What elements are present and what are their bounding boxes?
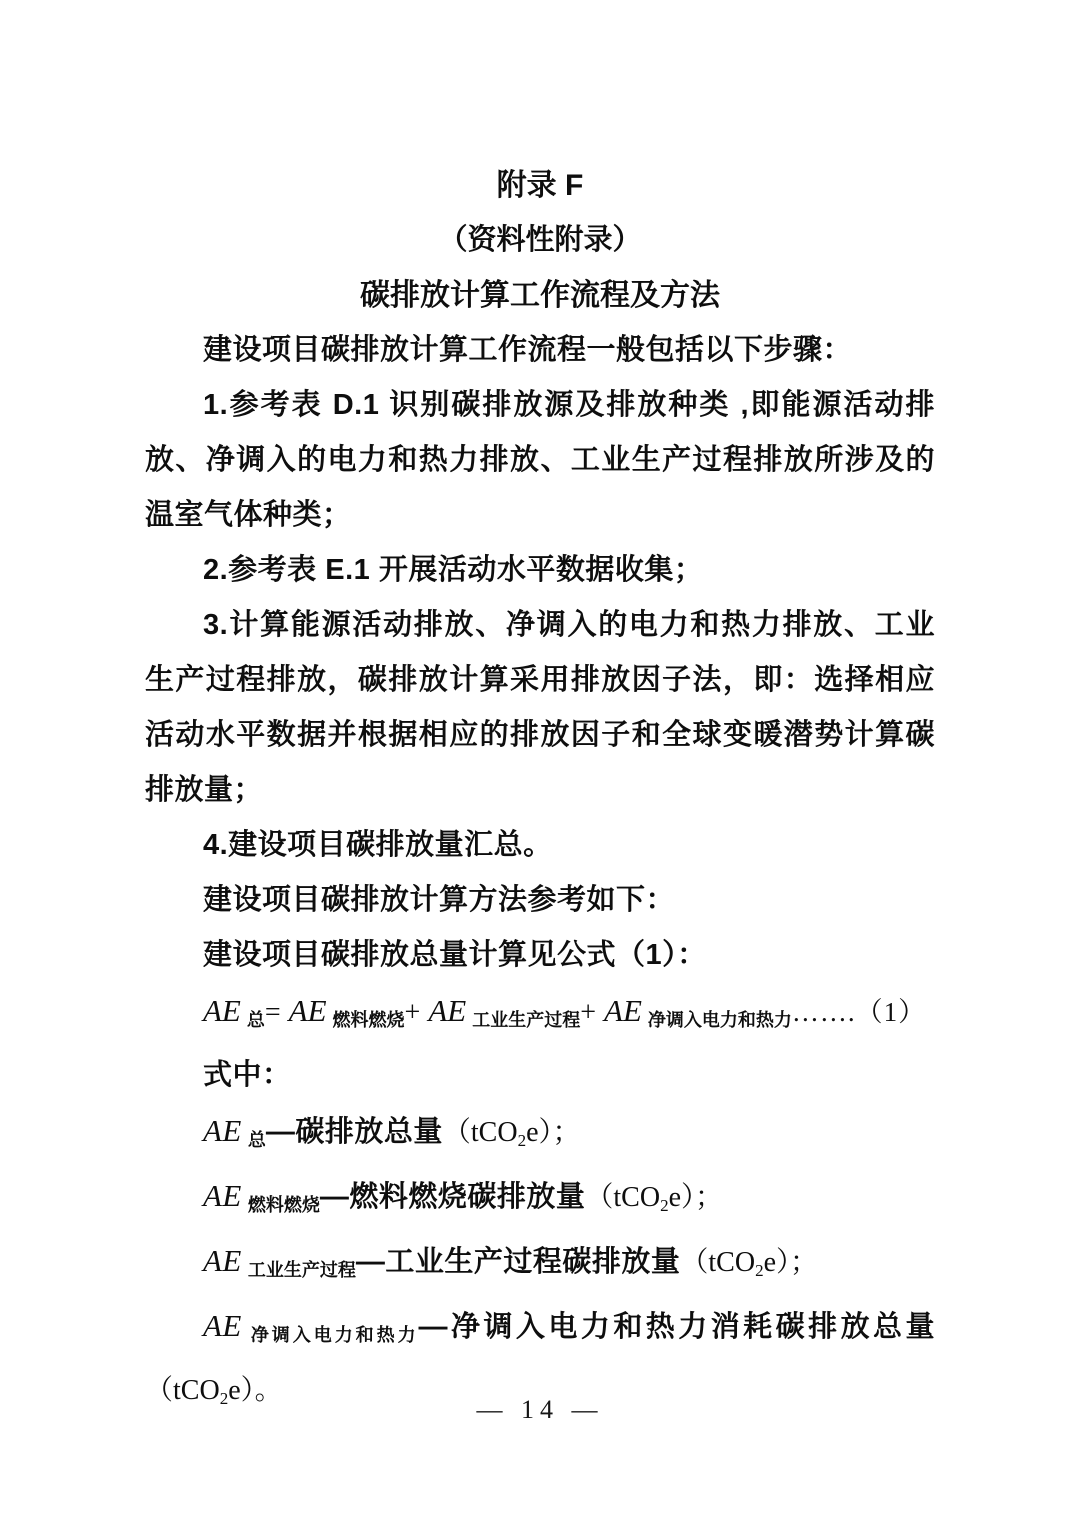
equals-sign: =: [264, 997, 281, 1028]
paragraph-step-3: 3.计算能源活动排放、净调入的电力和热力排放、工业生产过程排放，碳排放计算采用排放因子法，即：选择相应活动水平数据并根据相应的排放因子和全球变暖潜势计算碳排放量；: [145, 609, 935, 806]
where-label: 式中：: [203, 1059, 292, 1091]
formula-sub-net-power: 净调入电力和热力: [647, 1010, 792, 1030]
paragraph-intro: 建设项目碳排放计算工作流程一般包括以下步骤：: [203, 334, 853, 366]
definition-fuel-unit-post: e）；: [668, 1182, 724, 1213]
definition-fuel-desc: 燃料燃烧碳排放量: [349, 1181, 586, 1213]
definition-net-power-unit-pre: （tCO: [145, 1375, 220, 1406]
formula-equation-1: [145, 983, 935, 1048]
document-title: 碳排放计算工作流程及方法: [360, 279, 720, 312]
appendix-type: （资料性附录）: [438, 224, 642, 256]
definition-industrial-unit-post: e）；: [763, 1247, 819, 1278]
paragraph-step-2: 2.参考表 E.1 开展活动水平数据收集；: [203, 554, 704, 586]
definition-total-unit-post: e）；: [526, 1117, 581, 1148]
formula-equation-number: …….（1）: [791, 997, 927, 1027]
paragraph-method-intro: 建设项目碳排放计算方法参考如下：: [203, 884, 676, 916]
definition-total-dash: —: [265, 1116, 296, 1148]
definition-total-desc: 碳排放总量: [295, 1116, 443, 1148]
formula-sub-fuel: 燃料燃烧: [332, 1010, 405, 1030]
definition-net-power-unit-post: e）。: [228, 1375, 283, 1406]
definition-industrial-dash: —: [355, 1246, 386, 1278]
definition-net-power-dash: —: [418, 1311, 449, 1343]
formula-var-fuel: AE: [288, 993, 327, 1028]
definition-net-power-var: AE: [203, 1308, 242, 1343]
definition-industrial: [145, 1233, 935, 1298]
paragraph-step-1: 1.参考表 D.1 识别碳排放源及排放种类 ,即能源活动排放、净调入的电力和热力排放、工业生产过程排放所涉及的温室气体种类；: [145, 389, 935, 531]
definition-total-var: AE: [203, 1113, 242, 1148]
paragraph-step-4: 4.建设项目碳排放量汇总。: [203, 829, 553, 861]
definition-total-unit-pre: （tCO: [442, 1117, 518, 1148]
definition-net-power-sub: 净调入电力和热力: [247, 1325, 419, 1345]
definition-total-unit-sub: 2: [517, 1131, 527, 1150]
plus-sign-2: +: [580, 997, 597, 1028]
definition-fuel-dash: —: [319, 1181, 350, 1213]
page-number: — 14 —: [476, 1395, 604, 1424]
formula-var-industrial: AE: [428, 993, 467, 1028]
definition-industrial-desc: 工业生产过程碳排放量: [385, 1246, 681, 1278]
definition-fuel-unit-pre: （tCO: [585, 1182, 661, 1213]
formula-sub-industrial: 工业生产过程: [472, 1010, 581, 1030]
definition-industrial-var: AE: [203, 1243, 242, 1278]
definition-fuel: [145, 1168, 935, 1233]
definition-total: [145, 1103, 935, 1168]
definition-industrial-unit-pre: （tCO: [680, 1247, 756, 1278]
formula-var-net-power: AE: [604, 993, 642, 1028]
definition-industrial-sub: 工业生产过程: [247, 1260, 356, 1280]
definition-fuel-var: AE: [203, 1178, 242, 1213]
definition-fuel-sub: 燃料燃烧: [247, 1195, 320, 1215]
definition-net-power-desc: 净调入电力和热力消耗碳排放总量: [448, 1311, 935, 1343]
definition-total-sub: 总: [247, 1130, 266, 1150]
plus-sign-1: +: [404, 997, 421, 1028]
formula-sub-total: 总: [246, 1010, 265, 1030]
definition-industrial-unit-sub: 2: [755, 1261, 764, 1280]
definition-fuel-unit-sub: 2: [660, 1196, 669, 1215]
appendix-label: 附录 F: [496, 169, 584, 202]
paragraph-formula-intro: 建设项目碳排放总量计算见公式（1）：: [203, 939, 707, 971]
definition-net-power-unit-sub: 2: [219, 1389, 229, 1408]
formula-var-total: AE: [203, 993, 241, 1028]
